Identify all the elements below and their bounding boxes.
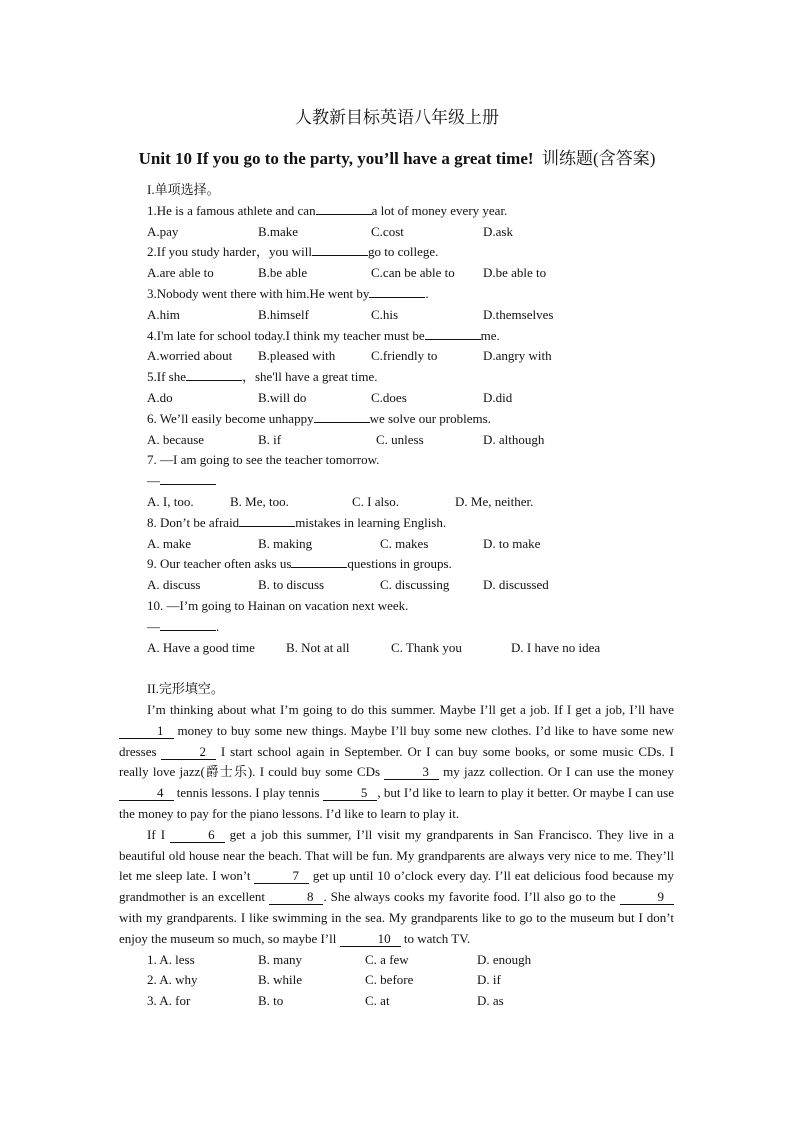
cloze-option-d: D. enough <box>477 951 532 967</box>
answer-blank <box>160 471 216 485</box>
question-text: 4.I'm late for school today.I think my teacher must be <box>147 327 425 343</box>
cloze-option-b: B. to <box>258 993 284 1009</box>
cloze-blank-number: 4 <box>119 786 174 801</box>
question-text: 5.If she <box>147 369 186 385</box>
option-d: D. I have no idea <box>511 639 601 655</box>
cloze-option-d: D. as <box>477 993 504 1009</box>
question-stem <box>147 326 707 346</box>
question-stem <box>147 242 707 262</box>
option-d: D.angry with <box>483 348 552 364</box>
cloze-option-d: D. if <box>477 972 501 988</box>
unit-title-text: Unit 10 If you go to the party, you’ll have a great time! <box>138 149 534 168</box>
question-stem <box>147 367 707 387</box>
option-b: B. making <box>258 535 313 551</box>
cloze-option-b: B. many <box>258 951 303 967</box>
answer-blank <box>316 201 372 215</box>
option-a: A.pay <box>147 223 179 239</box>
option-c: C. I also. <box>352 494 399 509</box>
option-d: D.ask <box>483 223 513 239</box>
question-stem <box>147 284 707 304</box>
question-stem <box>147 513 707 533</box>
passage-text: I’m thinking about what I’m going to do this summer. Maybe I’ll get a job. If I get a job, I’ll have <box>147 702 674 717</box>
option-c: C. Thank you <box>391 639 462 655</box>
option-c: C.cost <box>371 223 404 239</box>
cloze-blank-number: 2 <box>161 745 216 760</box>
question-text: 2.If you study harder，you will <box>147 244 313 260</box>
unit-title-suffix: 训练题(含答案) <box>542 149 656 168</box>
question-text-after: a lot of money every year. <box>371 202 508 218</box>
question-text: 6. We’ll easily become unhappy <box>147 410 314 426</box>
cloze-paragraph-2 <box>119 825 674 950</box>
section1-heading: I.单项选择。 <box>147 182 220 197</box>
answer-blank <box>314 409 370 423</box>
cloze-options-row <box>147 991 707 1011</box>
question-stem <box>147 450 707 470</box>
cloze-blank-number: 1 <box>119 724 174 739</box>
cloze-blank-number: 8 <box>269 890 324 905</box>
passage-text: get a job this summer, I’ll visit my grandparents in San Francisco. They live in a beautiful old house near the beach. That will be fun. My grandparents are always very nice to me. They’ll let me sleep late. I won’t <box>119 826 674 884</box>
question-stem <box>147 201 707 221</box>
passage-text: . She always cooks my favorite food. I’ll also go to the <box>323 889 620 905</box>
reply-dash: — <box>147 473 160 489</box>
cloze-blank-number: 5 <box>323 786 378 801</box>
option-b: B. if <box>258 431 282 447</box>
option-a: A.him <box>147 306 180 322</box>
section2-heading: II.完形填空。 <box>147 681 224 697</box>
question-stem <box>147 409 707 429</box>
answer-blank <box>160 617 216 631</box>
option-a: A. make <box>147 535 192 551</box>
answer-blank <box>239 513 295 527</box>
option-c: C.friendly to <box>371 348 438 364</box>
option-d: D.be able to <box>483 265 547 281</box>
option-c: C.can be able to <box>371 265 455 281</box>
options-row <box>147 430 707 450</box>
options-row <box>147 492 707 512</box>
answer-blank <box>312 242 368 256</box>
cloze-blank-number: 7 <box>254 869 309 884</box>
option-b: B. Me, too. <box>230 494 289 509</box>
passage-text: money to buy some new things. Maybe I’ll buy some new clothes. I’d like to have some new dresses <box>119 722 674 759</box>
cloze-option-c: C. at <box>365 993 390 1009</box>
option-b: B. to discuss <box>258 577 325 593</box>
passage-text: tennis lessons. I play tennis <box>173 785 323 801</box>
option-d: D. to make <box>483 535 541 551</box>
question-text: 3.Nobody went there with him.He went by <box>147 286 370 301</box>
options-row <box>147 346 707 366</box>
cloze-blank-number: 6 <box>170 828 225 843</box>
reply-dash: — <box>147 618 160 634</box>
option-b: B.make <box>258 223 299 239</box>
option-c: C.his <box>371 306 399 322</box>
passage-text: my jazz collection. Or I can use the money <box>438 764 674 780</box>
option-d: D.did <box>483 390 513 405</box>
cloze-option-a: 2. A. why <box>147 972 198 988</box>
option-d: D. although <box>483 431 545 447</box>
options-row <box>147 305 707 325</box>
question-text: 7. —I am going to see the teacher tomorrow. <box>147 452 380 468</box>
cloze-option-b: B. while <box>258 972 303 988</box>
question-stem <box>147 596 707 616</box>
option-a: A.worried about <box>147 348 233 364</box>
dialog-reply <box>147 471 707 491</box>
option-a: A. because <box>147 431 205 447</box>
option-d: D. Me, neither. <box>455 494 534 509</box>
option-a: A.are able to <box>147 265 214 281</box>
reply-end: . <box>216 618 220 634</box>
option-b: B. Not at all <box>286 639 350 655</box>
passage-text: , but I’d like to learn to play it better. Or maybe I can use the money to pay for the piano lessons. I’d like to learn to play it. <box>119 785 674 821</box>
options-row <box>147 638 707 658</box>
option-b: B.pleased with <box>258 348 336 364</box>
passage-text: If I <box>147 826 171 842</box>
cloze-paragraph-1 <box>119 700 674 825</box>
option-b: B.himself <box>258 306 309 322</box>
option-a: A. I, too. <box>147 494 194 509</box>
options-row <box>147 534 707 554</box>
option-c: C.does <box>371 390 407 405</box>
option-d: D.themselves <box>483 306 554 322</box>
options-row <box>147 575 707 595</box>
question-text: 1.He is a famous athlete and can <box>147 202 316 218</box>
options-row <box>147 222 707 242</box>
options-row <box>147 263 707 283</box>
cloze-blank-number: 3 <box>384 765 439 780</box>
question-text: 10. —I’m going to Hainan on vacation next week. <box>147 598 409 613</box>
cloze-options-row <box>147 950 707 970</box>
option-b: B.will do <box>258 390 307 405</box>
question-text: 8. Don’t be afraid <box>147 514 240 530</box>
answer-blank <box>291 554 347 568</box>
question-text-after: mistakes in learning English. <box>295 514 447 530</box>
question-text-after: . <box>425 286 429 301</box>
unit-title <box>0 147 794 171</box>
question-text: 9. Our teacher often asks us <box>147 556 292 572</box>
cloze-options-row <box>147 970 707 990</box>
passage-text: I start school again in September. Or I can buy some books, or some music CDs. I really love jazz(爵士乐). I could buy some CDs <box>119 743 674 780</box>
question-text-after: ，she'll have a great time. <box>242 369 378 385</box>
option-a: A. discuss <box>147 577 201 593</box>
question-text-after: questions in groups. <box>347 556 452 572</box>
options-row <box>147 388 707 408</box>
question-stem <box>147 554 707 574</box>
option-a: A. Have a good time <box>147 639 255 655</box>
dialog-reply <box>147 617 707 637</box>
option-c: C. unless <box>376 431 424 447</box>
cloze-option-a: 3. A. for <box>147 993 191 1009</box>
question-text-after: we solve our problems. <box>369 410 491 426</box>
passage-text: to watch TV. <box>400 930 471 946</box>
question-text-after: go to college. <box>368 244 439 260</box>
cloze-blank-number: 9 <box>620 890 675 905</box>
option-c: C. makes <box>380 535 429 551</box>
cloze-option-c: C. before <box>365 972 414 988</box>
option-d: D. discussed <box>483 577 549 593</box>
answer-blank <box>425 326 481 340</box>
document-title: 人教新目标英语八年级上册 <box>295 108 499 127</box>
question-text-after: me. <box>480 327 500 343</box>
option-c: C. discussing <box>380 577 450 593</box>
cloze-option-a: 1. A. less <box>147 951 195 967</box>
answer-blank <box>369 284 425 298</box>
cloze-option-c: C. a few <box>365 951 409 967</box>
passage-text: get up until 10 o’clock every day. I’ll eat delicious food because my grandmother is an excellent <box>119 868 674 905</box>
option-a: A.do <box>147 390 173 405</box>
option-b: B.be able <box>258 265 308 281</box>
answer-blank <box>186 367 242 381</box>
passage-text: with my grandparents. I like swimming in the sea. My grandparents like to go to the museum but I don’t enjoy the museum so much, so maybe I’ll <box>119 909 674 946</box>
cloze-blank-number: 10 <box>340 932 401 947</box>
